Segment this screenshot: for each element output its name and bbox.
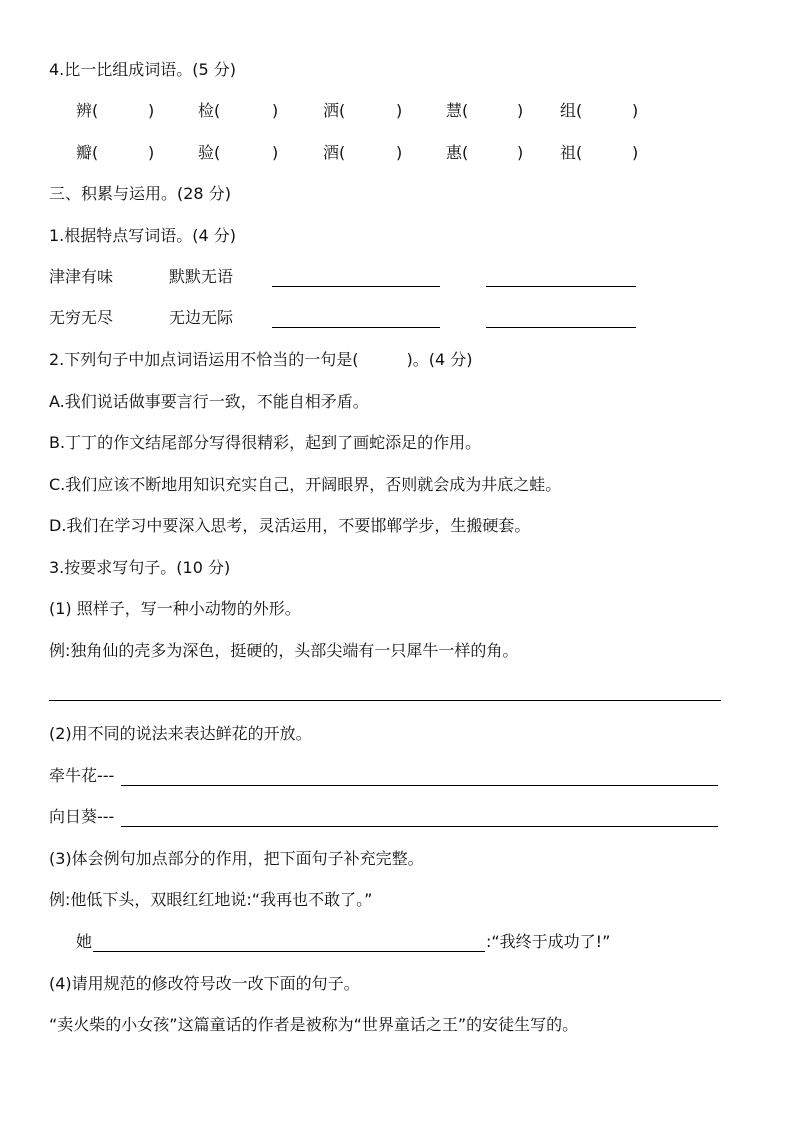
q4-r1-item1: 辨( (76, 101, 99, 120)
q33-part1: (1) 照样子，写一种小动物的外形。 (49, 599, 301, 618)
q31-word-4: 无边无际 (169, 308, 234, 327)
q4-close: ) (396, 101, 403, 120)
q31-word-1: 津津有味 (49, 267, 114, 286)
q4-close: ) (272, 143, 279, 162)
q33-part2: (2)用不同的说法来表达鲜花的开放。 (49, 724, 312, 743)
q32-title-post: )。(4 分) (406, 350, 473, 369)
q32-title-pre: 2.下列句子中加点词语运用不恰当的一句是( (49, 350, 359, 369)
q33-part4-sentence: “卖火柴的小女孩”这篇童话的作者是被称为“世界童话之王”的安徒生写的。 (49, 1015, 579, 1034)
q31-answer-line-2[interactable] (486, 286, 636, 287)
q33-part2-label-a: 牵牛花--- (49, 766, 115, 785)
q4-r2-item3: 酒( (323, 143, 346, 162)
q31-word-2: 默默无语 (169, 267, 234, 286)
q33-part2-answer-line-b[interactable] (121, 826, 718, 827)
q4-r1-item3: 洒( (323, 101, 346, 120)
q33-part3-prefix: 她 (76, 932, 93, 951)
q4-r2-item1: 瓣( (76, 143, 99, 162)
q4-close: ) (272, 101, 279, 120)
q31-word-3: 无穷无尽 (49, 308, 114, 327)
q31-answer-line-4[interactable] (486, 327, 636, 328)
q33-part2-answer-line-a[interactable] (121, 785, 718, 786)
q4-close: ) (632, 101, 639, 120)
q4-close: ) (517, 143, 524, 162)
q33-part1-answer-line[interactable] (49, 700, 721, 701)
q33-title: 3.按要求写句子。(10 分) (49, 558, 231, 577)
q33-part3-suffix: :“我终于成功了!” (486, 932, 611, 951)
q4-title: 4.比一比组成词语。(5 分) (49, 60, 237, 79)
q31-answer-line-3[interactable] (272, 327, 440, 328)
q31-answer-line-1[interactable] (272, 286, 440, 287)
q32-option-c[interactable]: C.我们应该不断地用知识充实自己，开阔眼界，否则就会成为井底之蛙。 (49, 475, 562, 494)
q4-r1-item4: 慧( (446, 101, 469, 120)
q32-option-d[interactable]: D.我们在学习中要深入思考，灵活运用，不要邯郸学步，生搬硬套。 (49, 516, 531, 535)
q4-close: ) (148, 143, 155, 162)
q33-part3: (3)体会例句加点部分的作用，把下面句子补充完整。 (49, 849, 424, 868)
q33-part3-answer-line[interactable] (93, 951, 485, 952)
q33-part1-example: 例:独角仙的壳多为深色，挺硬的，头部尖端有一只犀牛一样的角。 (49, 641, 519, 660)
section-3-title: 三、积累与运用。(28 分) (49, 184, 231, 203)
q32-option-a[interactable]: A.我们说话做事要言行一致，不能自相矛盾。 (49, 392, 369, 411)
q32-option-b[interactable]: B.丁丁的作文结尾部分写得很精彩，起到了画蛇添足的作用。 (49, 433, 482, 452)
q33-part3-example: 例:他低下头，双眼红红地说:“我再也不敢了。” (49, 890, 373, 909)
q4-r2-item2: 验( (198, 143, 221, 162)
q33-part4: (4)请用规范的修改符号改一改下面的句子。 (49, 974, 360, 993)
q4-r1-item2: 检( (198, 101, 221, 120)
q4-close: ) (517, 101, 524, 120)
q4-r1-item5: 组( (560, 101, 583, 120)
q32-title (49, 348, 473, 372)
q33-part2-label-b: 向日葵--- (49, 807, 115, 826)
q4-r2-item5: 祖( (560, 143, 583, 162)
q4-close: ) (396, 143, 403, 162)
q4-close: ) (148, 101, 155, 120)
q4-close: ) (632, 143, 639, 162)
q31-title: 1.根据特点写词语。(4 分) (49, 226, 237, 245)
q4-r2-item4: 惠( (446, 143, 469, 162)
